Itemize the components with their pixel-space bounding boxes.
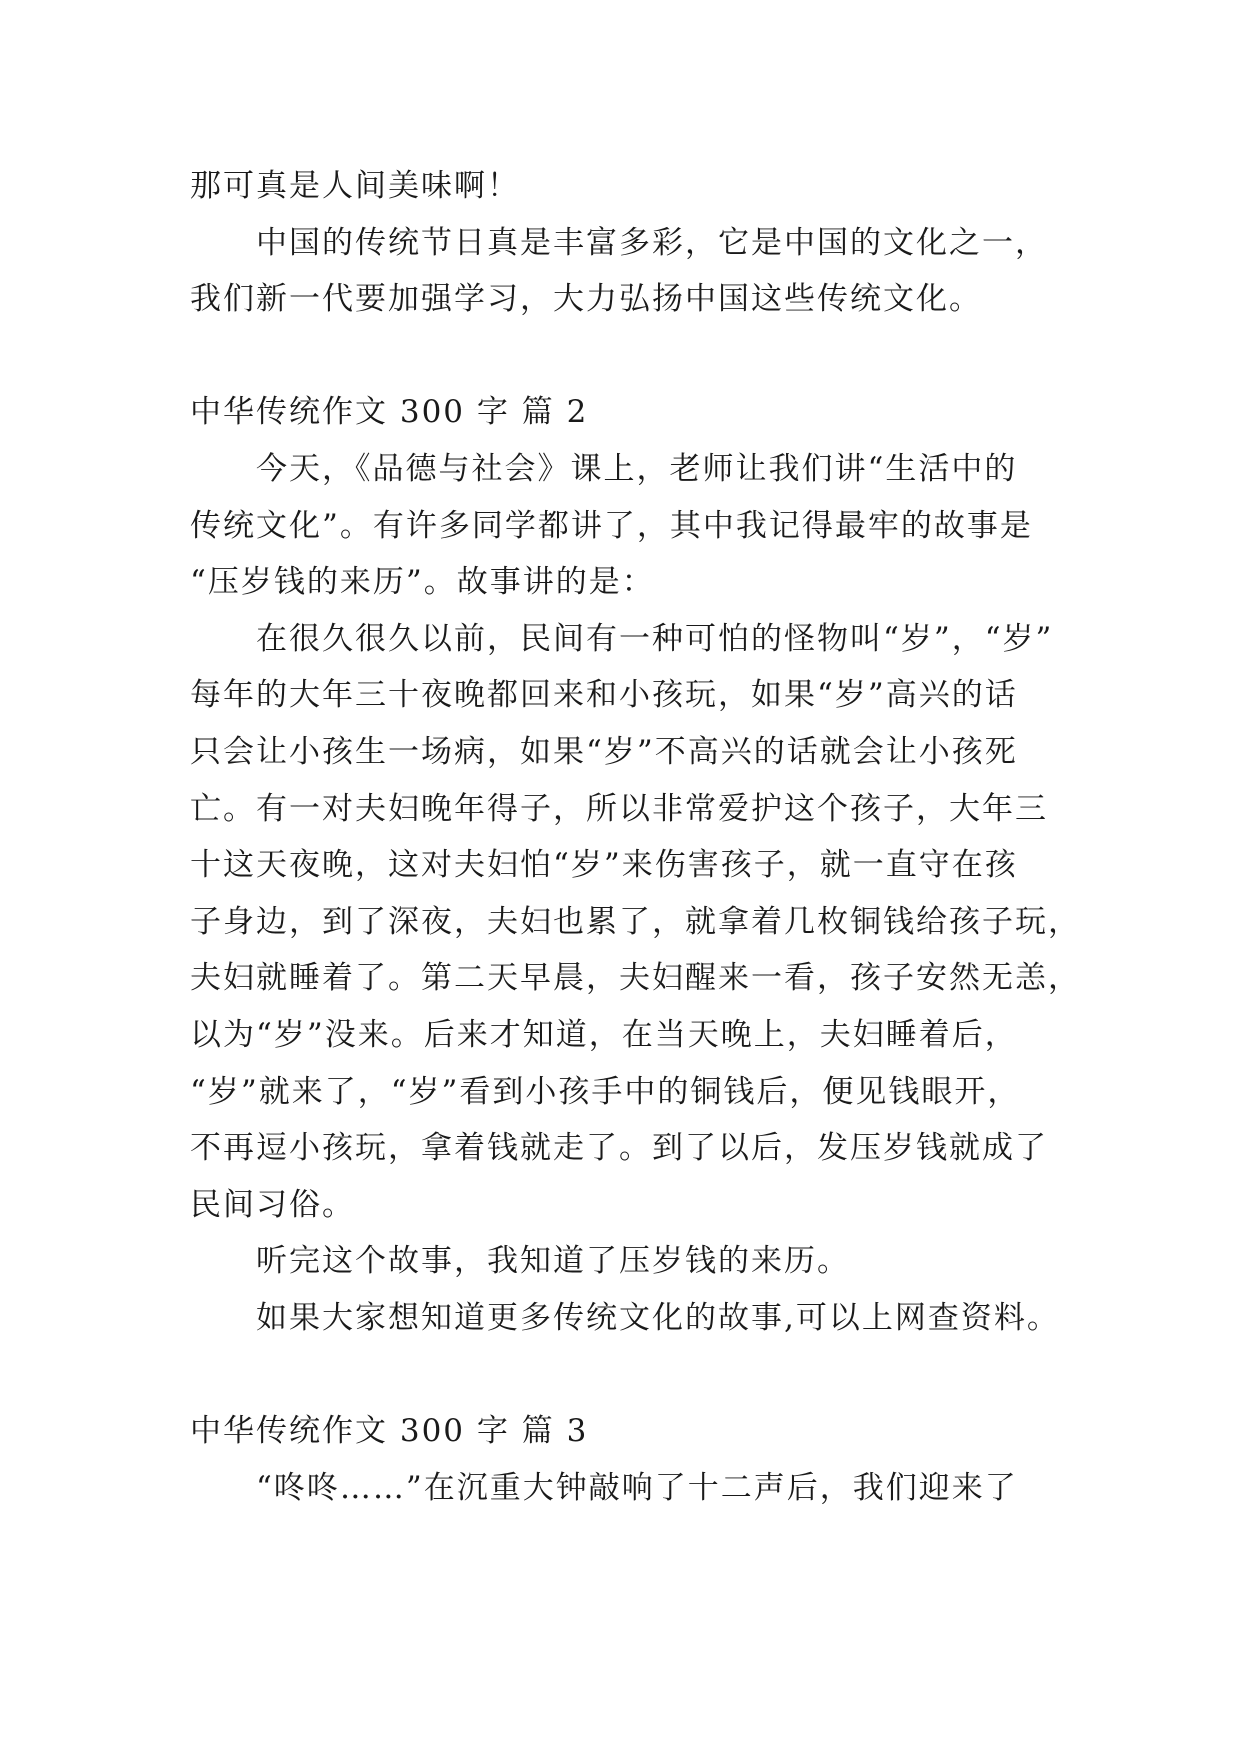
paragraph-line: 中国的传统节日真是丰富多彩，它是中国的文化之一， [256,224,1048,261]
document-body [190,158,1081,1516]
paragraph-line: “压岁钱的来历”。故事讲的是： [190,564,655,601]
paragraph-line: 每年的大年三十夜晚都回来和小孩玩，如果“岁”高兴的话 [190,677,1018,714]
paragraph-line: 夫妇就睡着了。第二天早晨，夫妇醒来一看，孩子安然无恙， [190,960,1081,997]
paragraph-line: 只会让小孩生一场病，如果“岁”不高兴的话就会让小孩死 [190,733,1018,770]
paragraph-line: 亡。有一对夫妇晚年得子，所以非常爱护这个孩子，大年三 [190,790,1048,827]
section-2 [190,384,1081,1346]
paragraph-line: 十这天夜晚，这对夫妇怕“岁”来伤害孩子，就一直守在孩 [190,847,1018,884]
paragraph-line: 我们新一代要加强学习，大力弘扬中国这些传统文化。 [190,281,982,318]
paragraph-line: 在很久很久以前，民间有一种可怕的怪物叫“岁”，“岁” [256,620,1054,657]
paragraph-line: 如果大家想知道更多传统文化的故事,可以上网查资料。 [256,1299,1060,1336]
section-heading: 中华传统作文 300 字 篇 2 [190,394,589,431]
paragraph-line: 那可真是人间美味啊！ [190,168,520,204]
paragraph-line: 民间习俗。 [190,1186,355,1223]
paragraph-line: 以为“岁”没来。后来才知道，在当天晚上，夫妇睡着后， [190,1016,1018,1053]
paragraph-line: 子身边，到了深夜，夫妇也累了，就拿着几枚铜钱给孩子玩， [190,903,1081,940]
section-spacer [190,328,1070,385]
paragraph-line: “岁”就来了，“岁”看到小孩手中的铜钱后，便见钱眼开， [190,1073,1021,1110]
paragraph-line: 传统文化”。有许多同学都讲了，其中我记得最牢的故事是 [190,507,1033,544]
paragraph-line: 今天，《品德与社会》课上，老师让我们讲“生活中的 [256,450,1018,487]
section-1 [190,158,1070,328]
section-spacer [190,1346,1070,1403]
paragraph-line: “咚咚……”在沉重大钟敲响了十二声后，我们迎来了 [256,1469,1018,1506]
paragraph-line: 听完这个故事，我知道了压岁钱的来历。 [256,1243,850,1280]
paragraph-line: 不再逗小孩玩，拿着钱就走了。到了以后，发压岁钱就成了 [190,1130,1048,1167]
section-heading: 中华传统作文 300 字 篇 3 [190,1413,589,1450]
section-3 [190,1403,1070,1516]
